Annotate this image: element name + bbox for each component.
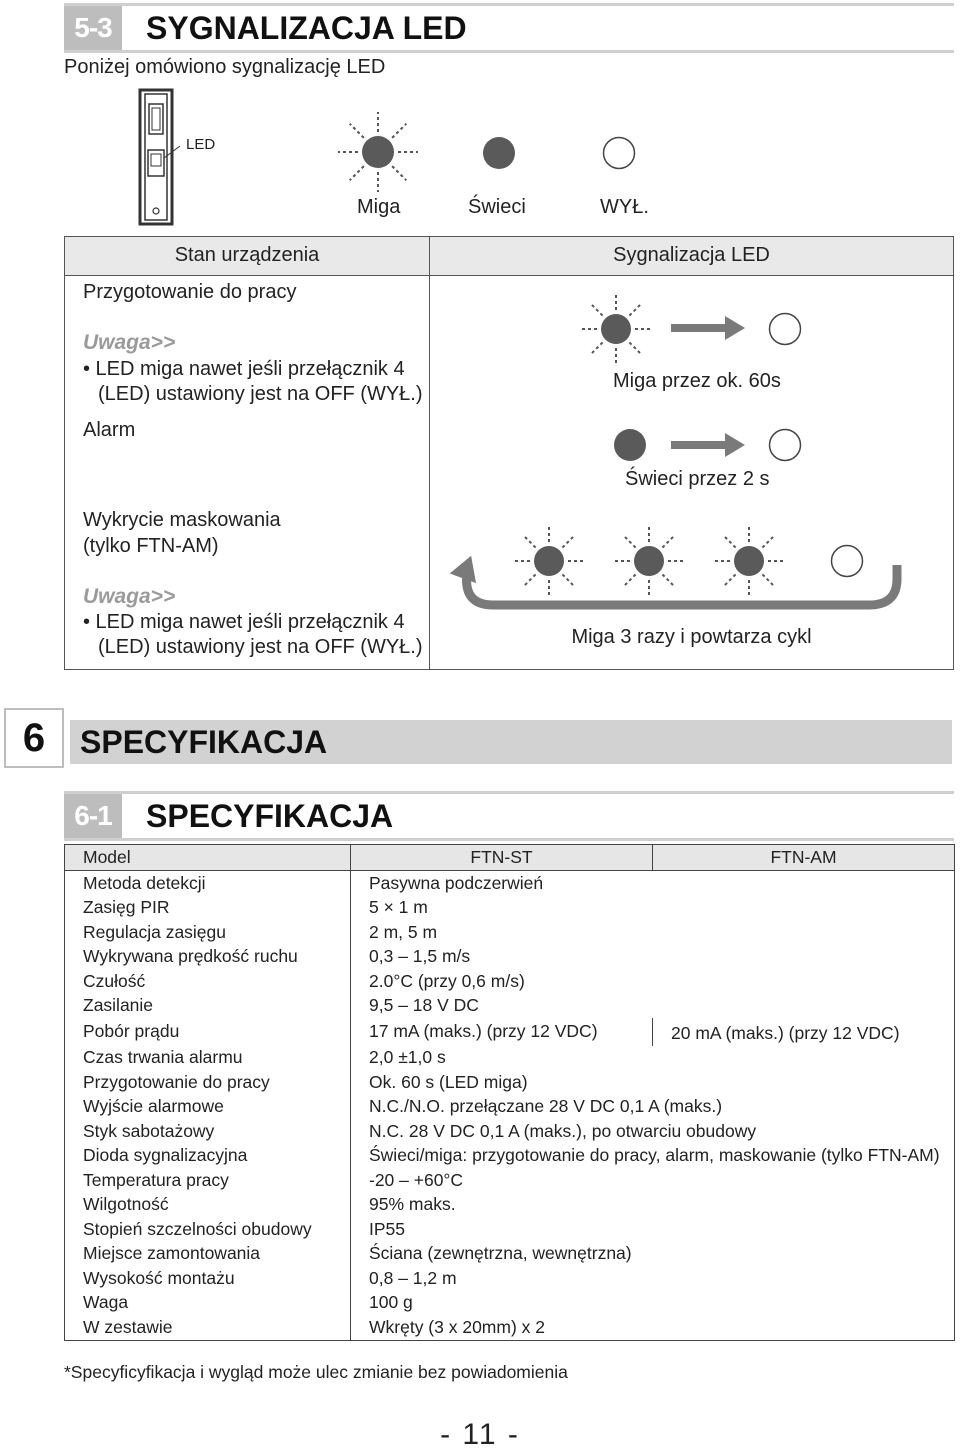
- spec-table: [64, 844, 955, 1341]
- spec-label: Styk sabotażowy: [65, 1119, 351, 1144]
- spec-header-row: [65, 845, 955, 871]
- blink-led-icon: [511, 523, 587, 599]
- section-header-6: [4, 708, 954, 768]
- spec-value: Świeci/miga: przygotowanie do pracy, alarm, maskowanie (tylko FTN-AM): [351, 1144, 955, 1169]
- warning-label: Uwaga>>: [83, 585, 176, 608]
- spec-label: Zasilanie: [65, 994, 351, 1019]
- spec-value: 9,5 – 18 V DC: [351, 994, 955, 1019]
- blink-led-icon: [611, 523, 687, 599]
- legend-off-label: WYŁ.: [600, 196, 649, 218]
- header-ftn-am: FTN-AM: [653, 845, 955, 871]
- table-row: [65, 1266, 955, 1291]
- table-row: [65, 1291, 955, 1316]
- page-number: - 11 -: [440, 1418, 520, 1451]
- spec-label: Czułość: [65, 969, 351, 994]
- spec-label: Stopień szczelności obudowy: [65, 1217, 351, 1242]
- spec-value: -20 – +60°C: [351, 1168, 955, 1193]
- spec-label: Wilgotność: [65, 1193, 351, 1218]
- spec-value: N.C. 28 V DC 0,1 A (maks.), po otwarciu obudowy: [351, 1119, 955, 1144]
- spec-value: 95% maks.: [351, 1193, 955, 1218]
- table-row: [65, 1119, 955, 1144]
- spec-value: Pasywna podczerwień: [351, 871, 955, 896]
- table-row: [65, 1168, 955, 1193]
- arrow-right-icon: [671, 432, 747, 458]
- spec-value: IP55: [351, 1217, 955, 1242]
- table-row: [65, 1095, 955, 1120]
- table-row: [65, 1242, 955, 1267]
- section-title: SYGNALIZACJA LED: [146, 10, 467, 46]
- table-row: [65, 1315, 955, 1340]
- spec-label: Waga: [65, 1291, 351, 1316]
- section-header-6-1: [64, 791, 954, 841]
- table-row: [65, 994, 955, 1019]
- col-signal-header: Sygnalizacja LED: [613, 244, 770, 266]
- table-row: [65, 945, 955, 970]
- led-table-header: [65, 237, 953, 276]
- warning-note-line1: • LED miga nawet jeśli przełącznik 4: [83, 358, 405, 380]
- header-model: Model: [65, 845, 351, 871]
- spec-label: Dioda sygnalizacyjna: [65, 1144, 351, 1169]
- state-alarm: Alarm: [83, 419, 136, 441]
- spec-value-ftn-st: 17 mA (maks.) (przy 12 VDC): [351, 1018, 653, 1046]
- table-row: [65, 1046, 955, 1071]
- device-led-label: LED: [186, 136, 216, 153]
- table-row: [65, 1217, 955, 1242]
- spec-label: Regulacja zasięgu: [65, 920, 351, 945]
- spec-label: Wyjście alarmowe: [65, 1095, 351, 1120]
- spec-label: Zasięg PIR: [65, 896, 351, 921]
- spec-label: Metoda detekcji: [65, 871, 351, 896]
- spec-value: 2.0°C (przy 0,6 m/s): [351, 969, 955, 994]
- signal-warmup-text: Miga przez ok. 60s: [613, 370, 781, 392]
- off-led-icon: [600, 134, 638, 172]
- table-row: [65, 1070, 955, 1095]
- spec-value: 0,3 – 1,5 m/s: [351, 945, 955, 970]
- spec-label: Temperatura pracy: [65, 1168, 351, 1193]
- spec-value: 2 m, 5 m: [351, 920, 955, 945]
- warning-label: Uwaga>>: [83, 331, 176, 354]
- table-row: [65, 920, 955, 945]
- detector-device-illustration: [136, 88, 236, 228]
- arrow-right-icon: [671, 315, 747, 341]
- on-led-icon: [480, 134, 518, 172]
- section-title: SPECYFIKACJA: [146, 798, 394, 834]
- table-row: [65, 1193, 955, 1218]
- spec-label: Miejsce zamontowania: [65, 1242, 351, 1267]
- col-state-header: Stan urządzenia: [174, 244, 320, 266]
- blink-led-icon: [711, 523, 787, 599]
- table-row: [65, 969, 955, 994]
- spec-value: Ok. 60 s (LED miga): [351, 1070, 955, 1095]
- signal-masking-text: Miga 3 razy i powtarza cykl: [571, 626, 812, 648]
- footnote: *Specyficyfikacja i wygląd może ulec zmianie bez powiadomienia: [64, 1362, 568, 1382]
- spec-label: Wysokość montażu: [65, 1266, 351, 1291]
- table-row: [65, 1018, 955, 1046]
- off-led-icon: [829, 543, 865, 579]
- section-number: 6: [4, 708, 64, 768]
- state-warmup: Przygotowanie do pracy: [83, 281, 297, 303]
- state-masking-line1: Wykrycie maskowania: [83, 509, 281, 531]
- signal-alarm-text: Świeci przez 2 s: [625, 468, 770, 490]
- spec-label: W zestawie: [65, 1315, 351, 1340]
- led-signal-table: [64, 236, 954, 670]
- blink-led-icon: [578, 291, 654, 367]
- warning-note-line2: (LED) ustawiony jest na OFF (WYŁ.): [98, 383, 423, 405]
- spec-label: Wykrywana prędkość ruchu: [65, 945, 351, 970]
- led-intro-text: Poniżej omówiono sygnalizację LED: [64, 56, 386, 78]
- section-header-5-3: [64, 3, 954, 53]
- spec-label: Przygotowanie do pracy: [65, 1070, 351, 1095]
- section-number: 6-1: [64, 794, 122, 838]
- spec-value: N.C./N.O. przełączane 28 V DC 0,1 A (maks.): [351, 1095, 955, 1120]
- spec-value-ftn-am: 20 mA (maks.) (przy 12 VDC): [653, 1018, 955, 1046]
- spec-value: 5 × 1 m: [351, 896, 955, 921]
- spec-value: 100 g: [351, 1291, 955, 1316]
- header-ftn-st: FTN-ST: [351, 845, 653, 871]
- off-led-icon: [767, 311, 803, 347]
- section-number: 5-3: [64, 6, 122, 50]
- section-title: SPECYFIKACJA: [80, 724, 328, 760]
- legend-blink-label: Miga: [357, 196, 401, 218]
- table-row: [65, 871, 955, 896]
- warning-note-line1: • LED miga nawet jeśli przełącznik 4: [83, 611, 405, 633]
- on-led-icon: [612, 427, 648, 463]
- spec-value: Ściana (zewnętrzna, wewnętrzna): [351, 1242, 955, 1267]
- spec-label: Pobór prądu: [65, 1018, 351, 1046]
- legend-on-label: Świeci: [468, 196, 526, 218]
- spec-value: 0,8 – 1,2 m: [351, 1266, 955, 1291]
- state-masking-line2: (tylko FTN-AM): [83, 535, 219, 557]
- spec-label: Czas trwania alarmu: [65, 1046, 351, 1071]
- table-row: [65, 896, 955, 921]
- off-led-icon: [767, 427, 803, 463]
- spec-value: Wkręty (3 x 20mm) x 2: [351, 1315, 955, 1340]
- warning-note-line2: (LED) ustawiony jest na OFF (WYŁ.): [98, 636, 423, 658]
- table-row: [65, 1144, 955, 1169]
- blink-led-icon: [336, 110, 420, 194]
- spec-value: 2,0 ±1,0 s: [351, 1046, 955, 1071]
